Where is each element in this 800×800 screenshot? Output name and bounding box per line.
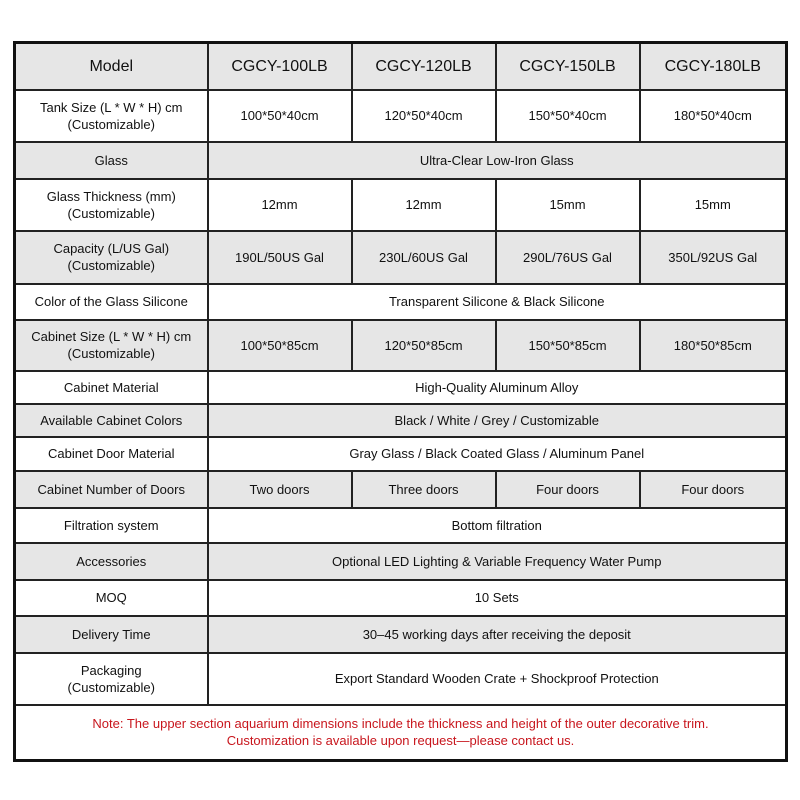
cell-value: 150*50*85cm	[496, 320, 640, 371]
header-model-2: CGCY-120LB	[352, 43, 496, 90]
cell-value: Two doors	[208, 471, 352, 508]
cell-value: 100*50*85cm	[208, 320, 352, 371]
cell-value: 180*50*85cm	[640, 320, 787, 371]
spec-row	[15, 284, 787, 320]
spec-table	[13, 41, 788, 762]
row-label	[15, 231, 208, 284]
row-label-line: (Customizable)	[67, 679, 155, 695]
spec-row	[15, 142, 787, 179]
row-label-line: Capacity (L/US Gal)	[53, 241, 170, 256]
row-label	[15, 179, 208, 231]
cell-value-merged: Export Standard Wooden Crate + Shockproof Protection	[208, 653, 787, 705]
spec-row	[15, 543, 787, 580]
row-label-line: Tank Size (L * W * H) cm	[39, 99, 183, 115]
row-label	[15, 543, 208, 580]
cell-value-merged: Transparent Silicone & Black Silicone	[208, 284, 787, 320]
note-line-1: Note: The upper section aquarium dimensions include the thickness and height of the outer decorative trim.	[92, 716, 709, 732]
cell-value: 12mm	[352, 179, 496, 231]
spec-row	[15, 231, 787, 284]
row-label	[15, 404, 208, 437]
cell-value: 150*50*40cm	[496, 90, 640, 142]
header-model-label: Model	[15, 43, 208, 90]
note-line-2: Customization is available upon request—please contact us.	[226, 733, 575, 749]
cell-value-merged: Gray Glass / Black Coated Glass / Aluminum Panel	[208, 437, 787, 471]
row-label-line: Cabinet Number of Doors	[37, 481, 185, 497]
header-model-1: CGCY-100LB	[208, 43, 352, 90]
spec-row	[15, 371, 787, 404]
cell-value: 290L/76US Gal	[496, 231, 640, 284]
cell-value-merged: Optional LED Lighting & Variable Frequency Water Pump	[208, 543, 787, 580]
row-label	[15, 508, 208, 543]
cell-value: 15mm	[496, 179, 640, 231]
row-label	[15, 580, 208, 616]
cell-value: 350L/92US Gal	[640, 231, 787, 284]
row-label-line: Glass	[94, 152, 128, 168]
note-row	[15, 705, 787, 761]
spec-row	[15, 616, 787, 653]
cell-value: 120*50*40cm	[352, 90, 496, 142]
cell-value: Three doors	[352, 471, 496, 508]
row-label	[15, 284, 208, 320]
spec-row	[15, 437, 787, 471]
row-label-line: (Customizable)	[67, 116, 155, 132]
cell-value-merged: 30–45 working days after receiving the deposit	[208, 616, 787, 653]
header-model-3: CGCY-150LB	[496, 43, 640, 90]
row-label	[15, 653, 208, 705]
row-label-line: Cabinet Material	[63, 379, 159, 395]
cell-value-merged: Ultra-Clear Low-Iron Glass	[208, 142, 787, 179]
cell-value-merged: Bottom filtration	[208, 508, 787, 543]
row-label-line: Accessories	[76, 553, 147, 569]
row-label-line: Available Cabinet Colors	[40, 412, 183, 428]
row-label-line: (Customizable)	[67, 258, 155, 273]
row-label-line: Packaging	[80, 662, 142, 678]
row-label	[15, 471, 208, 508]
row-label-line: Color of the Glass Silicone	[34, 294, 188, 309]
row-label-line: (Customizable)	[67, 346, 155, 361]
spec-row	[15, 404, 787, 437]
cell-value: 230L/60US Gal	[352, 231, 496, 284]
row-label-line: Delivery Time	[71, 626, 151, 642]
cell-value-merged: High-Quality Aluminum Alloy	[208, 371, 787, 404]
row-label-line: Cabinet Size (L * W * H) cm	[31, 329, 192, 344]
row-label-line: (Customizable)	[67, 205, 155, 221]
row-label	[15, 320, 208, 371]
cell-value: 100*50*40cm	[208, 90, 352, 142]
row-label-line: Filtration system	[63, 517, 159, 533]
cell-value: 180*50*40cm	[640, 90, 787, 142]
cell-value: 15mm	[640, 179, 787, 231]
cell-value: Four doors	[640, 471, 787, 508]
row-label-line: MOQ	[95, 590, 127, 605]
cell-value-merged: 10 Sets	[208, 580, 787, 616]
cell-value: 12mm	[208, 179, 352, 231]
cell-value: Four doors	[496, 471, 640, 508]
spec-row	[15, 508, 787, 543]
header-model-4: CGCY-180LB	[640, 43, 787, 90]
row-label	[15, 90, 208, 142]
spec-row	[15, 179, 787, 231]
row-label	[15, 142, 208, 179]
row-label	[15, 437, 208, 471]
spec-row	[15, 653, 787, 705]
row-label	[15, 371, 208, 404]
cell-value-merged: Black / White / Grey / Customizable	[208, 404, 787, 437]
note-text	[15, 705, 787, 761]
spec-row	[15, 320, 787, 371]
spec-row	[15, 90, 787, 142]
spec-row	[15, 471, 787, 508]
cell-value: 190L/50US Gal	[208, 231, 352, 284]
row-label-line: Glass Thickness (mm)	[46, 188, 176, 204]
cell-value: 120*50*85cm	[352, 320, 496, 371]
header-row	[15, 43, 787, 90]
row-label-line: Cabinet Door Material	[48, 446, 175, 461]
spec-row	[15, 580, 787, 616]
row-label	[15, 616, 208, 653]
